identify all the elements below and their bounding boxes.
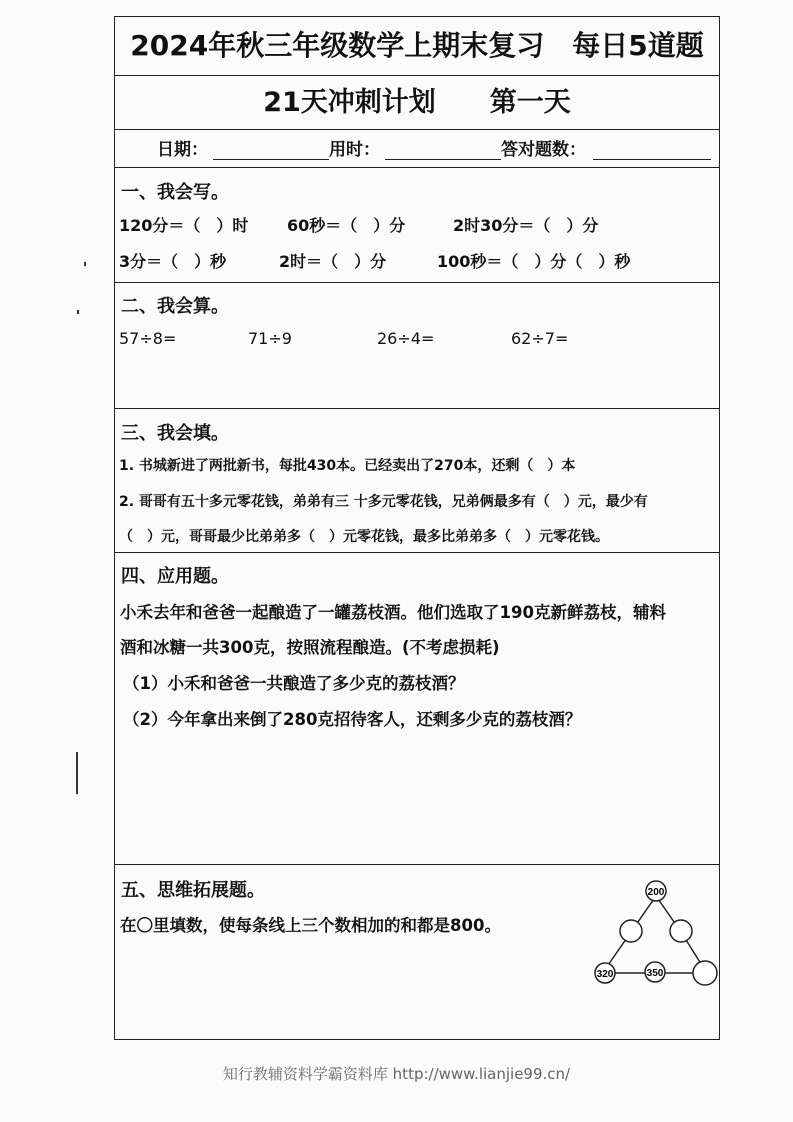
calc-item: 57÷8=	[119, 329, 177, 348]
info-row	[115, 129, 719, 167]
date-label: 日期：	[157, 140, 208, 160]
section-calculate	[115, 282, 719, 408]
question-item: 2时30分＝（ ）分	[453, 216, 599, 235]
section-word-problem	[115, 552, 719, 864]
circle-number: 350	[646, 968, 664, 979]
correct-label: 答对题数：	[501, 140, 586, 160]
question-item: 2时＝（ ）分	[279, 252, 387, 271]
problem-question: （1）小禾和爸爸一共酿造了多少克的荔枝酒？	[123, 674, 465, 693]
section-heading: 五、思维拓展题。	[121, 880, 265, 901]
time-field[interactable]	[385, 141, 501, 160]
worksheet	[114, 16, 720, 1040]
fill-line: 1. 书城新进了两批新书，每批430本。已经卖出了270本，还剩（ ）本	[119, 458, 576, 474]
calc-item: 26÷4=	[377, 329, 435, 348]
fill-line: （ ）元，哥哥最少比弟弟多（ ）元零花钱，最多比弟弟多（ ）元零花钱。	[119, 529, 609, 545]
question-item: 120分＝（ ）时	[119, 216, 249, 235]
calc-item: 62÷7=	[511, 329, 569, 348]
section-fill	[115, 408, 719, 552]
circle-number: 320	[596, 969, 614, 980]
question-item: 60秒＝（ ）分	[287, 216, 406, 235]
circle-number: 200	[647, 887, 665, 898]
blank-circle[interactable]	[693, 961, 717, 985]
scan-mark	[84, 262, 86, 266]
footer-text: 知行教辅资料学霸资料库 http://www.lianjie99.cn/	[222, 1065, 571, 1083]
blank-circle[interactable]	[620, 920, 642, 942]
section-heading: 二、我会算。	[121, 296, 229, 317]
correct-count-field[interactable]	[593, 141, 711, 160]
calc-item: 71÷9	[248, 329, 292, 348]
problem-question: （2）今年拿出来倒了280克招待客人，还剩多少克的荔枝酒？	[123, 710, 582, 729]
scan-mark	[77, 310, 79, 314]
section-thinking	[115, 864, 719, 1041]
thinking-prompt: 在〇里填数，使每条线上三个数相加的和都是800。	[120, 916, 501, 935]
time-label: 用时：	[329, 140, 380, 160]
section-write	[115, 167, 719, 282]
section-heading: 一、我会写。	[121, 182, 229, 203]
question-item: 3分＝（ ）秒	[119, 252, 227, 271]
page-subtitle: 21天冲刺计划 第一天	[115, 75, 719, 129]
scan-mark	[76, 752, 78, 794]
blank-circle[interactable]	[670, 920, 692, 942]
date-field[interactable]	[213, 141, 329, 160]
problem-line: 酒和冰糖一共300克，按照流程酿造。(不考虑损耗)	[120, 638, 500, 657]
question-item: 100秒＝（ ）分（ ）秒	[437, 252, 631, 271]
section-heading: 三、我会填。	[121, 423, 229, 444]
fill-line: 2. 哥哥有五十多元零花钱，弟弟有三 十多元零花钱，兄弟俩最多有（ ）元，最少有	[119, 494, 648, 510]
triangle-diagram	[585, 875, 720, 1003]
problem-line: 小禾去年和爸爸一起酿造了一罐荔枝酒。他们选取了190克新鲜荔枝，辅料	[120, 603, 666, 622]
page-title: 2024年秋三年级数学上期末复习 每日5道题	[130, 29, 704, 62]
section-heading: 四、应用题。	[121, 566, 229, 587]
